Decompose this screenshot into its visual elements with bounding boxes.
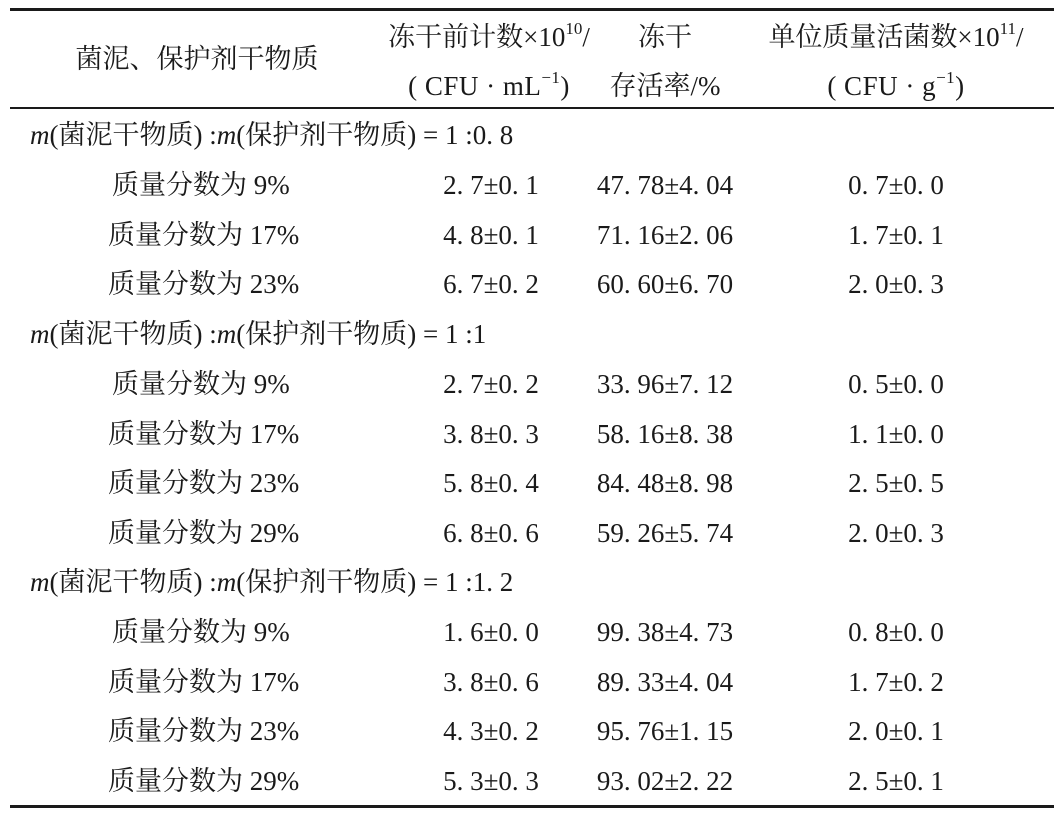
cell-viable: 1. 7±0. 2 xyxy=(848,667,944,697)
cell-survival: 47. 78±4. 04 xyxy=(596,170,734,200)
cell-survival: 59. 26±5. 74 xyxy=(596,518,734,548)
cell-survival: 58. 16±8. 38 xyxy=(596,419,734,449)
row-label: 质量分数为 9% xyxy=(112,170,290,200)
group-heading: m(菌泥干物质) :m(保护剂干物质) = 1 :1. 2 xyxy=(30,567,514,597)
cell-count: 6. 7±0. 2 xyxy=(443,269,539,299)
cell-survival: 60. 60±6. 70 xyxy=(596,269,734,299)
cell-viable: 0. 5±0. 0 xyxy=(848,369,944,399)
cell-survival: 33. 96±7. 12 xyxy=(596,369,734,399)
cell-count: 4. 8±0. 1 xyxy=(443,220,539,250)
cell-count: 3. 8±0. 3 xyxy=(443,419,539,449)
row-label: 质量分数为 23% xyxy=(108,716,300,746)
row-label: 质量分数为 9% xyxy=(112,369,290,399)
cell-count: 1. 6±0. 0 xyxy=(443,617,539,647)
row-label: 质量分数为 9% xyxy=(112,617,290,647)
cell-viable: 1. 1±0. 0 xyxy=(848,419,944,449)
header-rule xyxy=(10,107,1054,109)
header-col-survival: 冻干 xyxy=(638,22,692,52)
row-label: 质量分数为 17% xyxy=(108,220,300,250)
cell-viable: 2. 5±0. 5 xyxy=(848,468,944,498)
header-col-viable-unit: ( CFU · $g^{-1}$) xyxy=(827,68,965,101)
bottom-rule xyxy=(10,805,1054,808)
header-col-count-unit: ( CFU · $mL^{-1}$) xyxy=(408,68,570,101)
cell-count: 5. 8±0. 4 xyxy=(443,468,539,498)
cell-survival: 71. 16±2. 06 xyxy=(596,220,734,250)
cell-count: 4. 3±0. 2 xyxy=(443,716,539,746)
row-label: 质量分数为 23% xyxy=(108,269,300,299)
group-heading: m(菌泥干物质) :m(保护剂干物质) = 1 :1 xyxy=(30,319,487,349)
cell-survival: 89. 33±4. 04 xyxy=(596,667,734,697)
cell-survival: 93. 02±2. 22 xyxy=(596,766,734,796)
cell-survival: 99. 38±4. 73 xyxy=(596,617,734,647)
cell-viable: 2. 0±0. 3 xyxy=(848,518,944,548)
cell-count: 2. 7±0. 1 xyxy=(443,170,539,200)
top-rule xyxy=(10,8,1054,11)
row-label: 质量分数为 23% xyxy=(108,468,300,498)
cell-viable: 2. 5±0. 1 xyxy=(848,766,944,796)
cell-count: 5. 3±0. 3 xyxy=(443,766,539,796)
cell-count: 2. 7±0. 2 xyxy=(443,369,539,399)
cell-survival: 84. 48±8. 98 xyxy=(596,468,734,498)
cell-count: 6. 8±0. 6 xyxy=(443,518,539,548)
cell-viable: 1. 7±0. 1 xyxy=(848,220,944,250)
cell-viable: 0. 8±0. 0 xyxy=(848,617,944,647)
header-col-sample: 菌泥、保护剂干物质 xyxy=(75,44,319,74)
group-heading: m(菌泥干物质) :m(保护剂干物质) = 1 :0. 8 xyxy=(30,120,514,150)
cell-viable: 2. 0±0. 1 xyxy=(848,716,944,746)
row-label: 质量分数为 17% xyxy=(108,667,300,697)
header-col-survival-unit: 存活率/% xyxy=(609,71,721,101)
cell-count: 3. 8±0. 6 xyxy=(443,667,539,697)
header-col-count: 冻干前计数$\times 10^{10}/$ xyxy=(388,19,590,52)
cell-viable: 0. 7±0. 0 xyxy=(848,170,944,200)
cell-viable: 2. 0±0. 3 xyxy=(848,269,944,299)
cell-survival: 95. 76±1. 15 xyxy=(596,716,734,746)
row-label: 质量分数为 29% xyxy=(108,766,300,796)
row-label: 质量分数为 29% xyxy=(108,518,300,548)
row-label: 质量分数为 17% xyxy=(108,419,300,449)
header-col-viable: 单位质量活菌数$\times 10^{11}/$ xyxy=(768,19,1024,52)
